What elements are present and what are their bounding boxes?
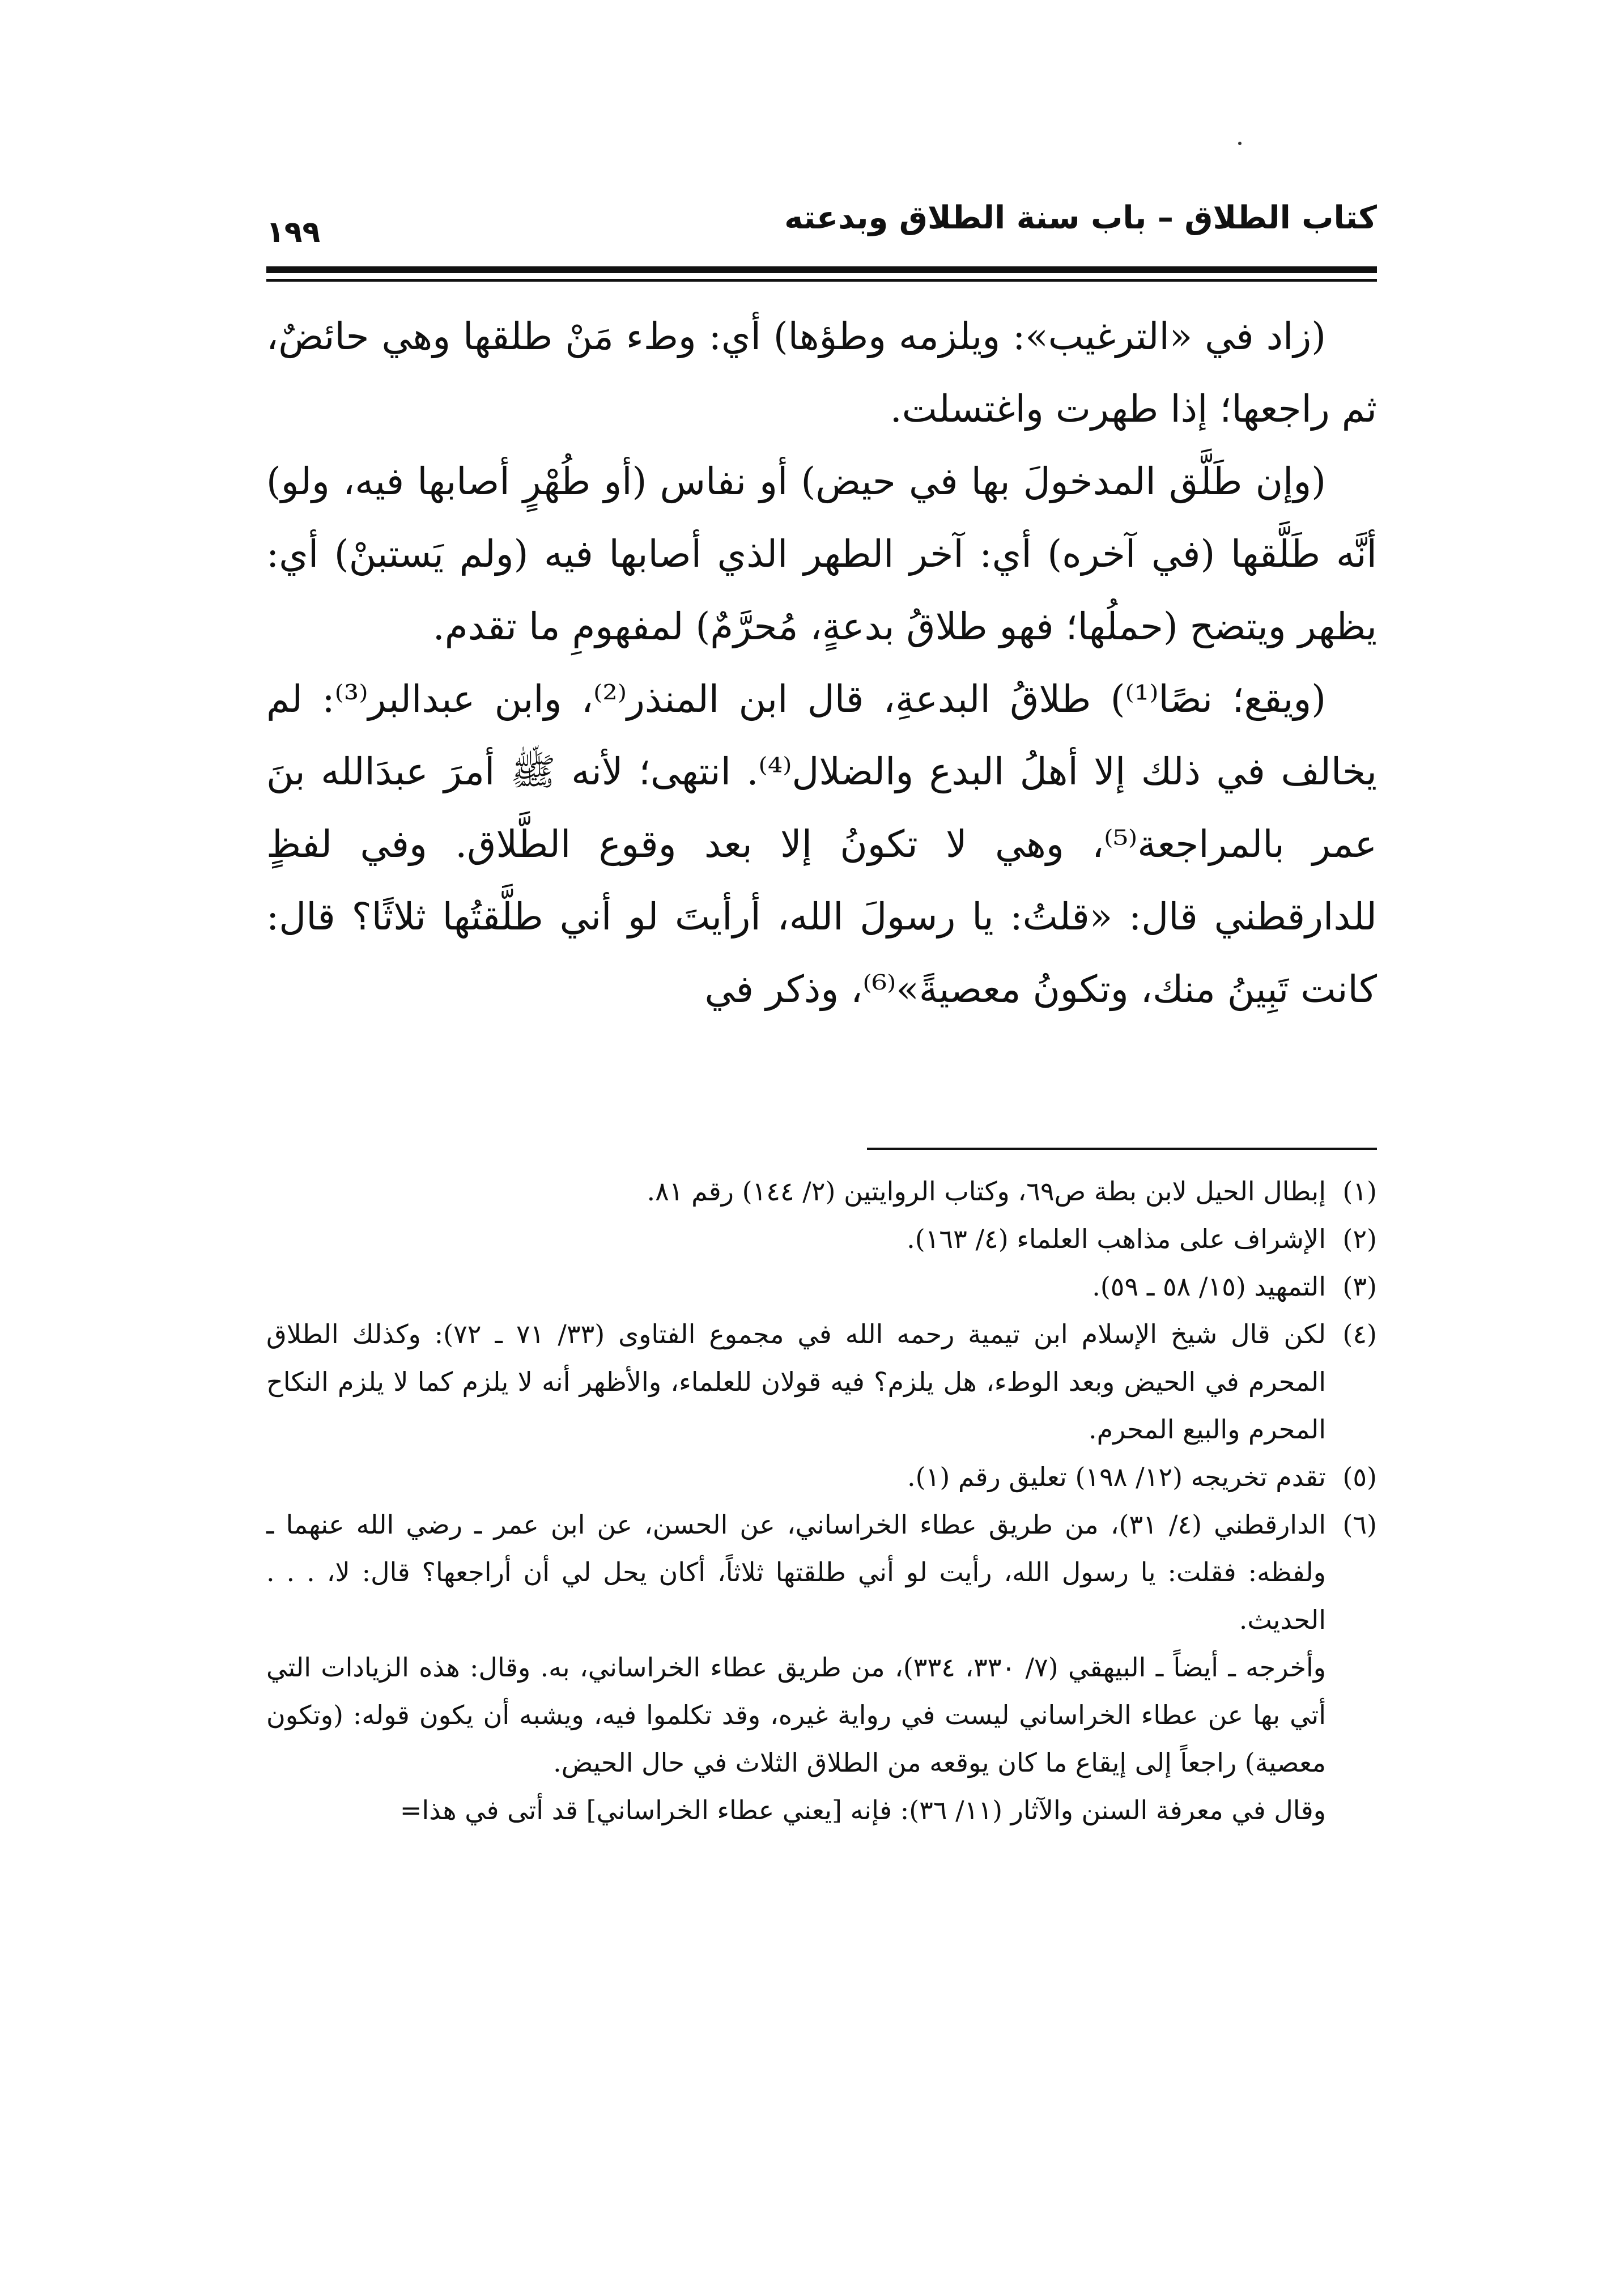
footnote-text: الدارقطني (٤/ ٣١)، من طريق عطاء الخراساني، عن الحسن، عن ابن عمر ـ رضي الله عنهما ـ ولفظه: فقلت: يا رسول الله، رأيت لو أني طلقتها ثلاثاً، أكان يحل لي أن أراجعها؟ قال: لا، . . . الحديث. <box>266 1509 1327 1635</box>
paragraph-3: (ويقع؛ نصًا⁽¹⁾) طلاقُ البدعةِ، قال ابن المنذر⁽²⁾، وابن عبدالبر⁽³⁾: لم يخالف في ذلك إلا أهلُ البدع والضلال⁽⁴⁾. انتهى؛ لأنه ﷺ أمرَ عبدَالله بنَ عمر بالمراجعة⁽⁵⁾، وهي لا تكونُ إلا بعد وقوع الطَّلاق. وفي لفظٍ للدارقطني قال: «قلتُ: يا رسولَ الله، أرأيتَ لو أني طلَّقتُها ثلاثًا؟ قال: كانت تَبِينُ منك، وتكونُ معصيةً»⁽⁶⁾، وذكر في <box>266 677 1377 1011</box>
footnote-6-continuation-2: وقال في معرفة السنن والآثار (١١/ ٣٦): فإنه [يعني عطاء الخراساني] قد أتى في هذا= <box>399 1795 1326 1825</box>
paragraph-1: (زاد في «الترغيب»: ويلزمه وطؤها) أي: وطء مَنْ طلقها وهي حائضٌ، ثم راجعها؛ إذا طهرت واغتسلت. <box>266 315 1377 431</box>
footnote-text: تقدم تخريجه (١٢/ ١٩٨) تعليق رقم (١). <box>907 1462 1326 1492</box>
footnote-text: لكن قال شيخ الإسلام ابن تيمية رحمه الله في مجموع الفتاوى (٣٣/ ٧١ ـ ٧٢): وكذلك الطلاق المحرم في الحيض وبعد الوطء، هل يلزم؟ فيه قولان للعلماء، والأظهر أنه لا يلزم كما لا يلزم النكاح المحرم والبيع المحرم. <box>266 1319 1326 1445</box>
scan-speck <box>1238 142 1242 145</box>
footnote-number: (٦) <box>1342 1509 1377 1540</box>
footnote-number: (٥) <box>1342 1462 1377 1492</box>
footnote-3 <box>266 1263 1377 1310</box>
footnote-5 <box>266 1453 1377 1501</box>
footnote-1 <box>266 1167 1377 1215</box>
footnote-number: (١) <box>1342 1176 1377 1207</box>
header-rule-thick <box>266 266 1377 273</box>
footnote-text: الإشراف على مذاهب العلماء (٤/ ١٦٣). <box>907 1224 1326 1254</box>
footnote-2 <box>266 1215 1377 1263</box>
footnote-number: (٤) <box>1342 1319 1377 1349</box>
footnote-text: إبطال الحيل لابن بطة ص٦٩، وكتاب الروايتين (٢/ ١٤٤) رقم ٨١. <box>647 1176 1326 1207</box>
paragraph-2: (وإن طَلَّق المدخولَ بها في حيض) أو نفاس (أو طُهْرٍ أصابها فيه، ولو) أنَّه طَلَّقها (في آخره) أي: آخر الطهر الذي أصابها فيه (ولم يَستبنْ) أي: يظهر ويتضح (حملُها؛ فهو طلاقُ بدعةٍ، مُحرَّمٌ) لمفهومِ ما تقدم. <box>266 460 1377 648</box>
footnote-6-continuation: وأخرجه ـ أيضاً ـ البيهقي (٧/ ٣٣٠، ٣٣٤)، من طريق عطاء الخراساني، به. وقال: هذه الزيادات التي أتي بها عن عطاء الخراساني ليست في رواية غيره، وقد تكلموا فيه، ويشبه أن يكون قوله: (وتكون معصية) راجعاً إلى إيقاع ما كان يوقعه من الطلاق الثلاث في حال الحيض. <box>266 1652 1327 1778</box>
main-body <box>266 300 1377 1026</box>
footnote-text: التمهيد (١٥/ ٥٨ ـ ٥٩). <box>1092 1271 1326 1302</box>
footnote-number: (٢) <box>1342 1224 1377 1254</box>
header-rule-thin <box>266 279 1377 282</box>
footnote-6 <box>266 1501 1377 1644</box>
footnote-number: (٣) <box>1342 1271 1377 1302</box>
footnote-separator <box>867 1148 1377 1150</box>
footnotes <box>266 1167 1377 1834</box>
footnote-4 <box>266 1310 1377 1453</box>
running-title: كتاب الطلاق – باب سنة الطلاق وبدعته <box>784 199 1377 236</box>
page-header <box>266 196 1377 264</box>
page-number: ١٩٩ <box>266 215 321 249</box>
